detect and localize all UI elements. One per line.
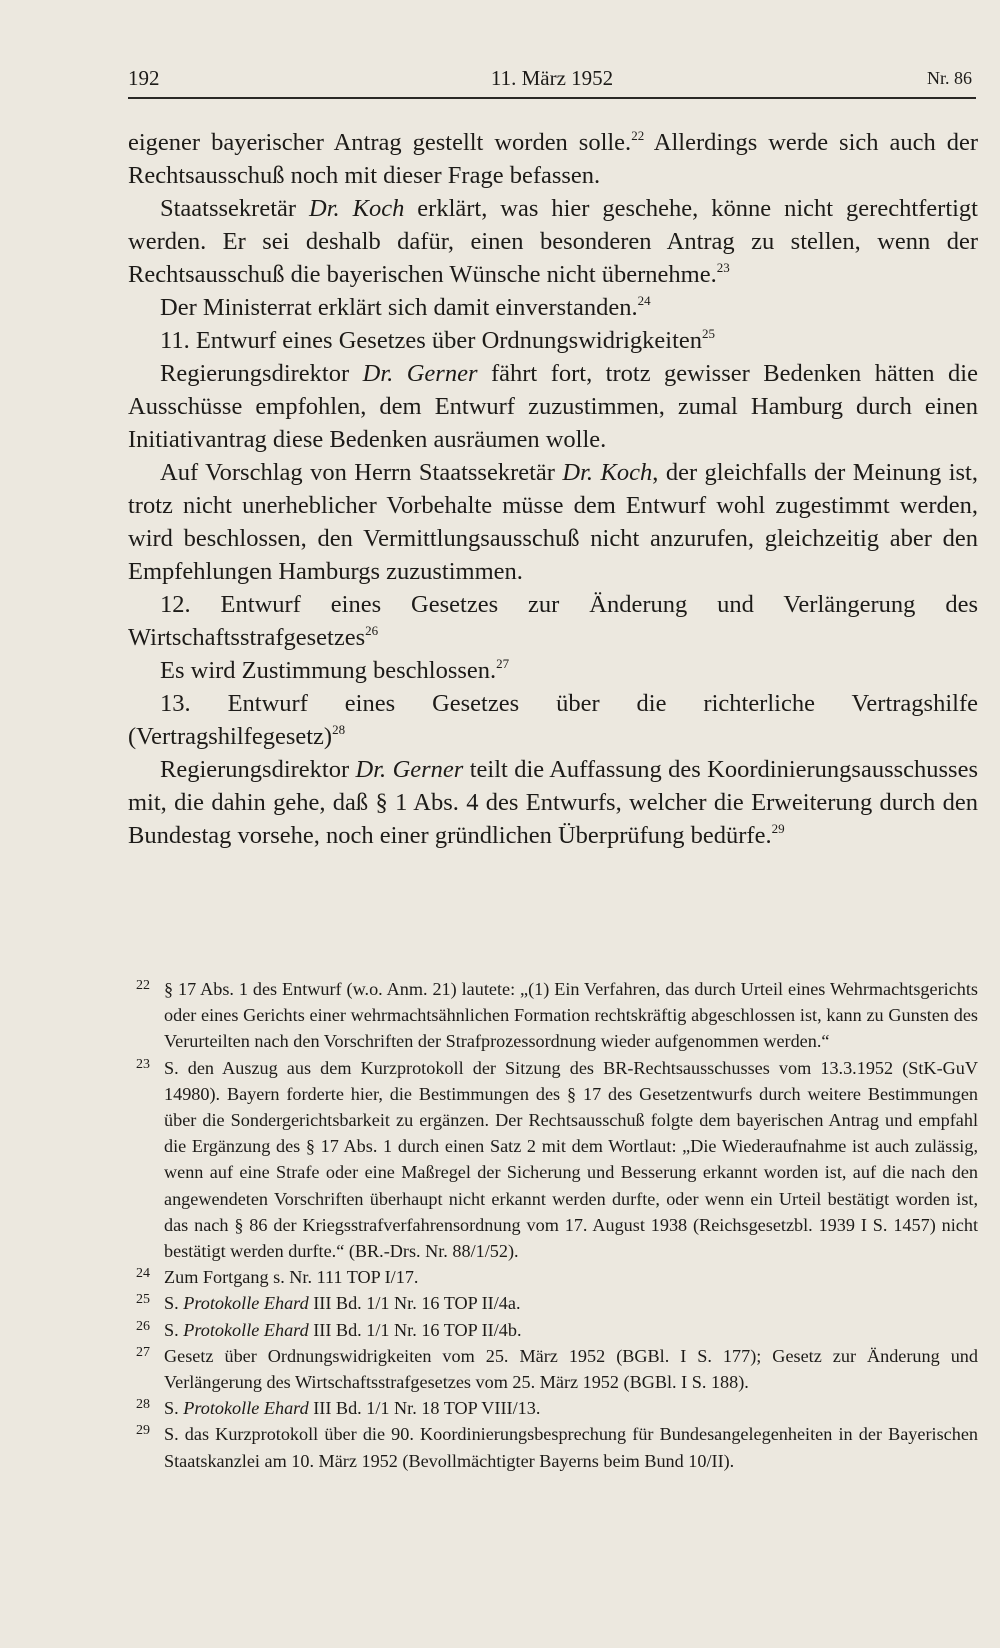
text-run: erklärt, was hier geschehe, könne nicht gerechtfertigt werden. Er sei deshalb dafür, einen besonderen Antrag zu stellen, wenn der Rechtsausschuß die bayerischen Wünsche nicht übernehme. <box>128 195 978 288</box>
footnote-ref[interactable]: 29 <box>771 821 785 836</box>
paragraph <box>128 654 978 687</box>
text-run: 12. Entwurf eines Gesetzes zur Änderung und Verlängerung des Wirtschaftsstrafgesetzes <box>128 591 978 651</box>
text-run: eigener bayerischer Antrag gestellt worden solle. <box>128 129 632 156</box>
page-number: 192 <box>128 66 160 90</box>
text-run: Regierungsdirektor <box>160 360 363 387</box>
footnote <box>128 1264 978 1290</box>
agenda-item-heading <box>128 588 978 654</box>
text-run: 11. Entwurf eines Gesetzes über Ordnungswidrigkeiten <box>160 327 703 354</box>
main-text <box>128 126 978 852</box>
footnote <box>128 1290 978 1316</box>
footnote-ref[interactable]: 28 <box>332 722 346 737</box>
agenda-item-heading <box>128 687 978 753</box>
header-rule <box>128 97 976 99</box>
text-run: S. <box>164 1319 184 1340</box>
footnote-text: S. das Kurzprotokoll über die 90. Koordinierungsbesprechung für Bundesangelegenheiten in der Bayerischen Staatskanzlei am 10. März 1952 (Bevollmächtigter Bayerns beim Bund 10/II). <box>164 1424 978 1471</box>
footnote-ref[interactable]: 23 <box>716 260 730 275</box>
footnote <box>128 1421 978 1473</box>
footnotes <box>128 976 978 1474</box>
footnote-number: 25 <box>136 1292 150 1308</box>
paragraph <box>128 192 978 291</box>
person-name: Dr. Gerner <box>362 360 478 387</box>
footnote-text: Gesetz über Ordnungswidrigkeiten vom 25. März 1952 (BGBl. I S. 177); Gesetz zur Änderung und Verlängerung des Wirtschaftsstrafgesetzes vom 25. März 1952 (BGBl. I S. 188). <box>164 1345 978 1393</box>
footnote <box>128 1055 978 1265</box>
footnote-ref[interactable]: 22 <box>631 128 645 143</box>
text-run: III Bd. 1/1 Nr. 16 TOP II/4b. <box>308 1319 522 1340</box>
paragraph <box>128 753 978 852</box>
person-name: Dr. Koch <box>309 195 405 222</box>
text-run: III Bd. 1/1 Nr. 18 TOP VIII/13. <box>308 1398 541 1419</box>
footnote-ref[interactable]: 27 <box>496 656 510 671</box>
footnote-text: S. den Auszug aus dem Kurzprotokoll der Sitzung des BR-Rechtsausschusses vom 13.3.1952 (StK-GuV 14980). Bayern forderte hier, die Bestimmungen des § 17 des Gesetzentwurfs durch weitere Bestimmungen über die Sondergerichtsbarkeit zu ergänzen. Der Rechtsausschuß folgte dem bayerischen Antrag und empfahl die Ergänzung des § 17 Abs. 1 durch einen Satz 2 mit dem Wortlaut: „Die Wiederaufnahme ist auch zulässig, wenn auf eine Strafe oder eine Maßregel der Sicherung und Besserung erkannt worden ist, auf die nach den angewendeten Vorschriften überhaupt nicht erkannt werden durfte, oder wenn ein Urteil bestätigt worden ist, das nach § 86 der Kriegsstrafverfahrensordnung vom 17. August 1938 (Reichsgesetzbl. 1939 I S. 1457) nicht bestätigt werden durfte.“ (BR.-Drs. Nr. 88/1/52). <box>164 1057 978 1262</box>
footnote <box>128 976 978 1055</box>
footnote-number: 29 <box>136 1423 150 1439</box>
paragraph <box>128 126 978 192</box>
footnote <box>128 1317 978 1343</box>
person-name: Dr. Koch <box>562 459 653 486</box>
footnote-number: 28 <box>136 1397 150 1413</box>
footnote-number: 23 <box>136 1056 150 1072</box>
footnote-ref[interactable]: 25 <box>702 326 716 341</box>
footnote-number: 22 <box>136 978 150 993</box>
text-run: , der gleichfalls der Meinung ist, trotz nicht unerheblicher Vorbehalte müsse dem Entwurf wohl zugestimmt werden, wird beschlossen, den Vermittlungsausschuß nicht anzurufen, gleichzeitig aber den Empfehlungen Hamburgs zuzustimmen. <box>128 459 978 585</box>
text-run: S. <box>164 1293 184 1314</box>
text-run: Staatssekretär <box>160 195 310 222</box>
text-run: teilt die Auffassung des Koordinierungsausschusses mit, die dahin gehe, daß § 1 Abs. 4 des Entwurfs, welcher die Erweiterung durch den Bundestag vorsehe, noch einer gründlichen Überprüfung bedürfe. <box>128 756 978 849</box>
text-run: Regierungsdirektor <box>160 756 356 783</box>
text-run: Der Ministerrat erklärt sich damit einverstanden. <box>160 294 638 321</box>
header-issue-number: Nr. 86 <box>927 68 972 88</box>
text-run: 13. Entwurf eines Gesetzes über die richterliche Vertragshilfe (Vertragshilfegesetz) <box>128 690 978 750</box>
header-date: 11. März 1952 <box>490 66 614 90</box>
text-run: Auf Vorschlag von Herrn Staatssekretär <box>160 459 563 486</box>
agenda-item-heading <box>128 324 978 357</box>
footnote-text: Zum Fortgang s. Nr. 111 TOP I/17. <box>164 1267 419 1288</box>
footnote <box>128 1395 978 1421</box>
footnote <box>128 1343 978 1395</box>
text-run: III Bd. 1/1 Nr. 16 TOP II/4a. <box>308 1293 521 1314</box>
footnote-ref[interactable]: 24 <box>637 293 651 308</box>
text-run: S. <box>164 1398 184 1419</box>
paragraph <box>128 291 978 324</box>
paragraph <box>128 357 978 456</box>
footnote-number: 26 <box>136 1318 150 1334</box>
source-title: Protokolle Ehard <box>183 1398 309 1419</box>
footnote-text: § 17 Abs. 1 des Entwurf (w.o. Anm. 21) lautete: „(1) Ein Verfahren, das durch Urteil eines Wehrmachtsgerichts oder eines Gerichts einer wehrmachtsähnlichen Formation rechtskräftig abgeschlossen ist, kann zu Gunsten des Verurteilten nach den Vorschriften der Strafprozessordnung wieder aufgenommen werden.“ <box>164 979 978 1052</box>
source-title: Protokolle Ehard <box>183 1319 309 1340</box>
text-run: Es wird Zustimmung beschlossen. <box>160 657 497 684</box>
running-header <box>128 66 976 96</box>
source-title: Protokolle Ehard <box>183 1293 309 1314</box>
footnote-number: 24 <box>136 1266 150 1282</box>
person-name: Dr. Gerner <box>355 756 464 783</box>
footnote-number: 27 <box>136 1344 150 1360</box>
text-run: Allerdings werde sich auch der Rechtsausschuß noch mit dieser Frage befassen. <box>128 129 978 189</box>
paragraph <box>128 456 978 588</box>
text-run: fährt fort, trotz gewisser Bedenken hätten die Ausschüsse empfohlen, dem Entwurf zuzustimmen, zumal Hamburg durch einen Initiativantrag diese Bedenken ausräumen wolle. <box>128 360 978 453</box>
footnote-ref[interactable]: 26 <box>365 623 379 638</box>
